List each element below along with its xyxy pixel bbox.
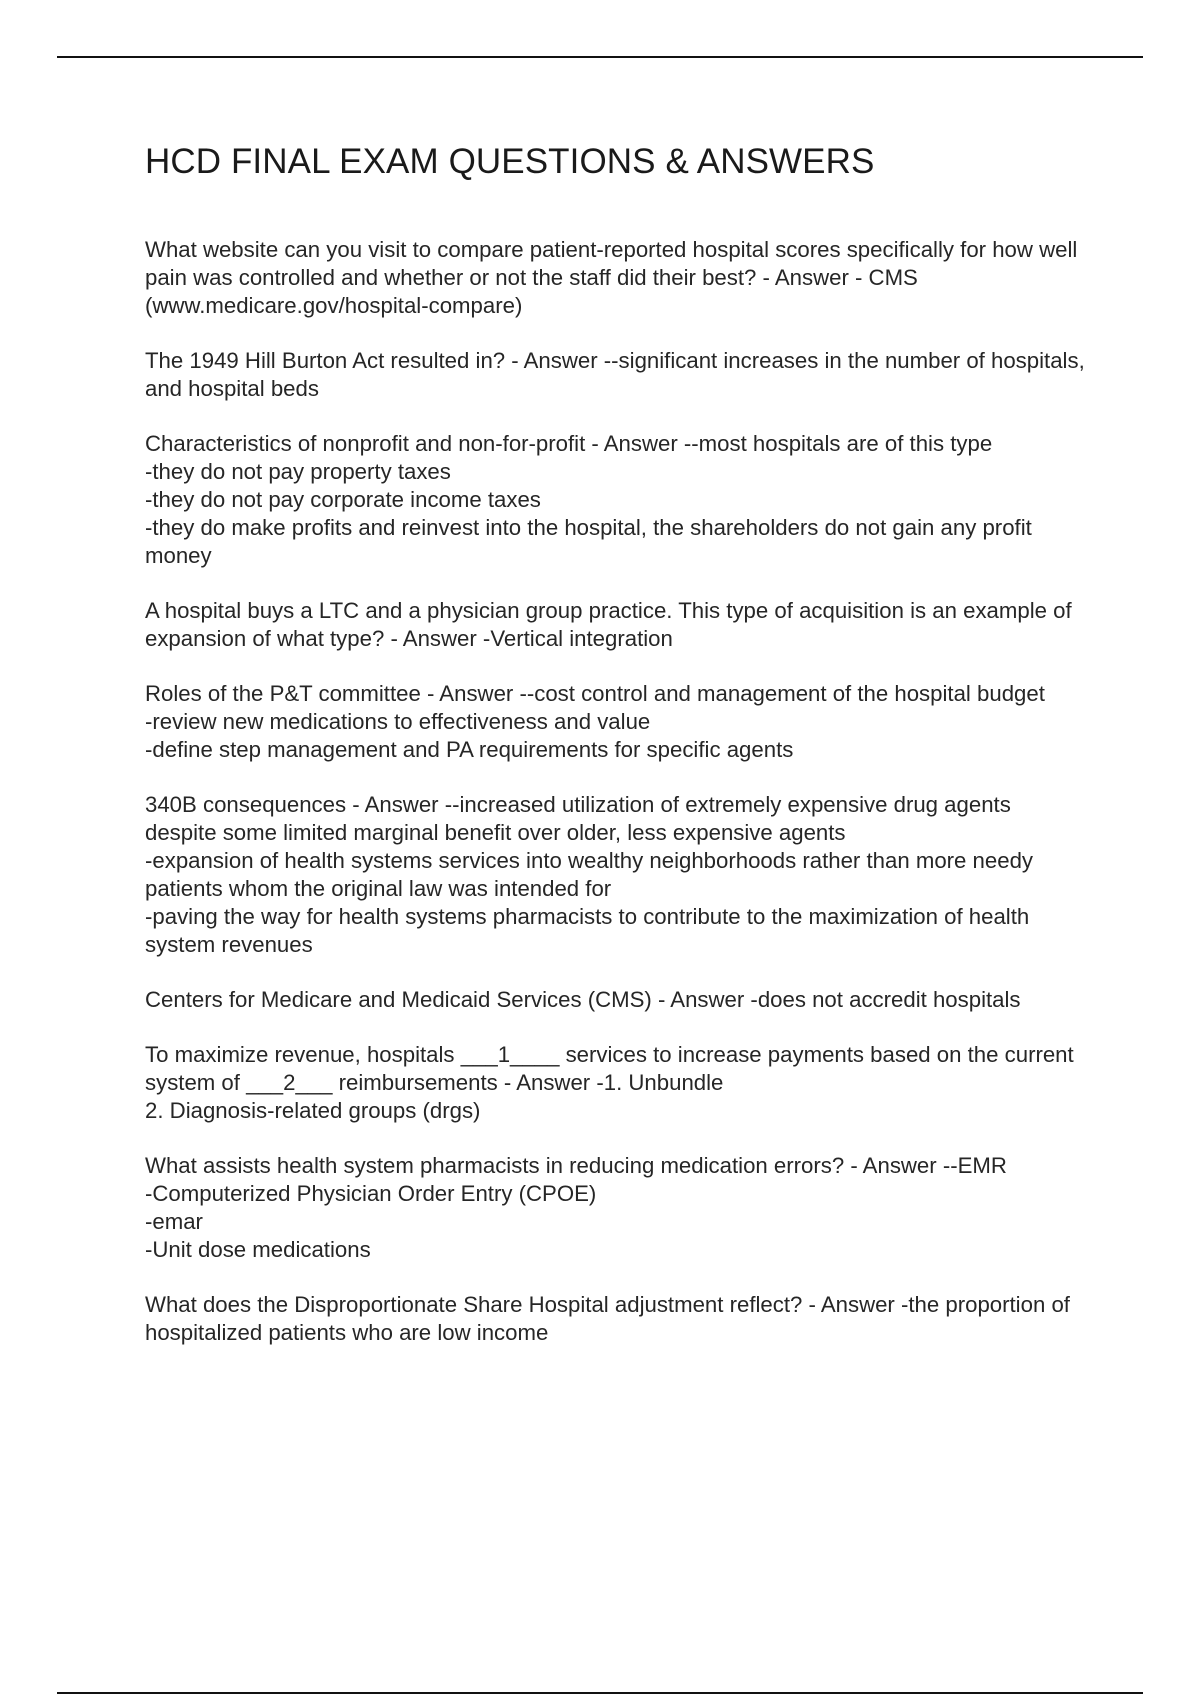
qa-item-7: Centers for Medicare and Medicaid Services (CMS) - Answer -does not accredit hospitals: [145, 987, 1021, 1012]
qa-item-1: What website can you visit to compare patient-reported hospital scores specifically for how well pain was controlled and whether or not the staff did their best? - Answer - CMS (www.medicare.gov/hospital-compare): [145, 237, 1078, 318]
qa-item-6: 340B consequences - Answer --increased utilization of extremely expensive drug agents despite some limited marginal benefit over older, less expensive agents -expansion of health systems services into wealthy neighborhoods rather than more needy patients whom the original law was intended for -paving the way for health systems pharmacists to contribute to the maximization of health system revenues: [145, 792, 1033, 957]
qa-item-5: Roles of the P&T committee - Answer --cost control and management of the hospital budget -review new medications to effectiveness and value -define step management and PA requirements for specific agents: [145, 681, 1045, 762]
qa-item-10: What does the Disproportionate Share Hospital adjustment reflect? - Answer -the proportion of hospitalized patients who are low income: [145, 1292, 1070, 1345]
qa-item-2: The 1949 Hill Burton Act resulted in? - Answer --significant increases in the number of hospitals, and hospital beds: [145, 348, 1085, 401]
document-body: [145, 140, 1085, 1374]
qa-list: [145, 236, 1085, 1347]
qa-item-8: To maximize revenue, hospitals ___1____ services to increase payments based on the current system of ___2___ reimbursements - Answer -1. Unbundle 2. Diagnosis-related groups (drgs): [145, 1042, 1074, 1123]
header-rule: [57, 56, 1143, 58]
qa-item-3: Characteristics of nonprofit and non-for-profit - Answer --most hospitals are of this type -they do not pay property taxes -they do not pay corporate income taxes -they do make profits and reinvest into the hospital, the shareholders do not gain any profit money: [145, 431, 1032, 568]
document-title: HCD FINAL EXAM QUESTIONS & ANSWERS: [145, 142, 875, 181]
qa-item-4: A hospital buys a LTC and a physician group practice. This type of acquisition is an example of expansion of what type? - Answer -Vertical integration: [145, 598, 1072, 651]
qa-item-9: What assists health system pharmacists in reducing medication errors? - Answer --EMR -Computerized Physician Order Entry (CPOE) -emar -Unit dose medications: [145, 1153, 1007, 1262]
footer-rule: [57, 1692, 1143, 1694]
